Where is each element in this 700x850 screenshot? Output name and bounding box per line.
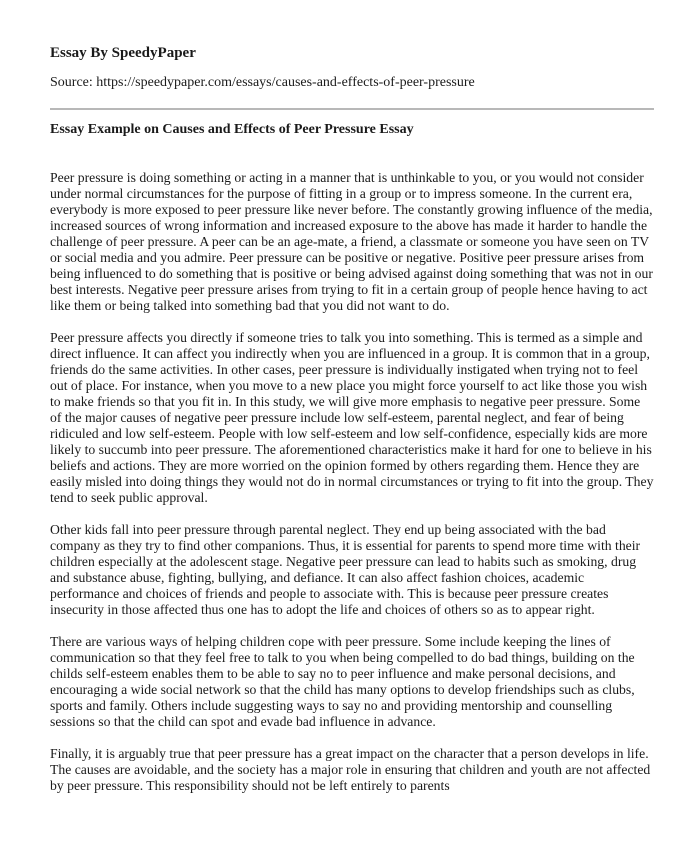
paragraph-4: There are various ways of helping children cope with peer pressure. Some include keeping the lines of communication so that they feel free to talk to you when being compelled to do bad things, building on the childs self-esteem enables them to be able to say no to peer influence and make personal decisions, and encouraging a wide social network so that the child has many options to develop friendships such as clubs, sports and family. Others include suggesting ways to say no and providing mentorship and counselling sessions so that the child can spot and evade bad influence in advance. xyxy=(50,634,635,729)
essay-body xyxy=(50,170,654,810)
site-title: Essay By SpeedyPaper xyxy=(50,45,196,61)
essay-title: Essay Example on Causes and Effects of Peer Pressure Essay xyxy=(50,122,414,137)
document-header xyxy=(50,44,654,92)
paragraph-3: Other kids fall into peer pressure through parental neglect. They end up being associated with the bad company as they try to find other companions. Thus, it is essential for parents to spend more time with their children especially at the adolescent stage. Negative peer pressure can lead to habits such as smoking, drug and substance abuse, fighting, bullying, and defiance. It can also affect fashion choices, academic performance and choices of friends and people to associate with. This is because peer pressure creates insecurity in those affected thus one has to adopt the life and choices of others so as to appear right. xyxy=(50,522,641,617)
paragraph-5: Finally, it is arguably true that peer pressure has a great impact on the character that a person develops in life. The causes are avoidable, and the society has a major role in ensuring that children and youth are not affected by peer pressure. This responsibility should not be left entirely to parents xyxy=(50,746,651,793)
source-line: Source: https://speedypaper.com/essays/causes-and-effects-of-peer-pressure xyxy=(50,75,475,90)
paragraph-1: Peer pressure is doing something or acting in a manner that is unthinkable to you, or you would not consider under normal circumstances for the purpose of fitting in a group or to impress someone. In the current era, everybody is more exposed to peer pressure like never before. The constantly growing influence of the media, increased sources of wrong information and increased exposure to the above has made it harder to handle the challenge of peer pressure. A peer can be an age-mate, a friend, a classmate or someone you have seen on TV or social media and you admire. Peer pressure can be positive or negative. Positive peer pressure arises from being influenced to do something that is positive or being advised against doing something that was not in our best interests. Negative peer pressure arises from trying to fit in a certain group of people hence having to act like them or being talked into something bad that you did not want to do. xyxy=(50,170,653,313)
paragraph-2: Peer pressure affects you directly if someone tries to talk you into something. This is termed as a simple and direct influence. It can affect you indirectly when you are influenced in a group. It is common that in a group, friends do the same activities. In other cases, peer pressure is individually instigated when trying not to feel out of place. For instance, when you move to a new place you might force yourself to act like those you wish to make friends so that you fit in. In this study, we will give more emphasis to negative peer pressure. Some of the major causes of negative peer pressure include low self-esteem, parental neglect, and fear of being ridiculed and low self-esteem. People with low self-esteem and low self-confidence, especially kids are more likely to succumb into peer pressure. The aforementioned characteristics make it hard for one to believe in his beliefs and actions. They are more worried on the opinion formed by others regarding them. Hence they are easily misled into doing things they would not do in normal circumstances or trying to fit into the group. They tend to seek public approval. xyxy=(50,330,654,505)
header-divider xyxy=(50,108,654,110)
